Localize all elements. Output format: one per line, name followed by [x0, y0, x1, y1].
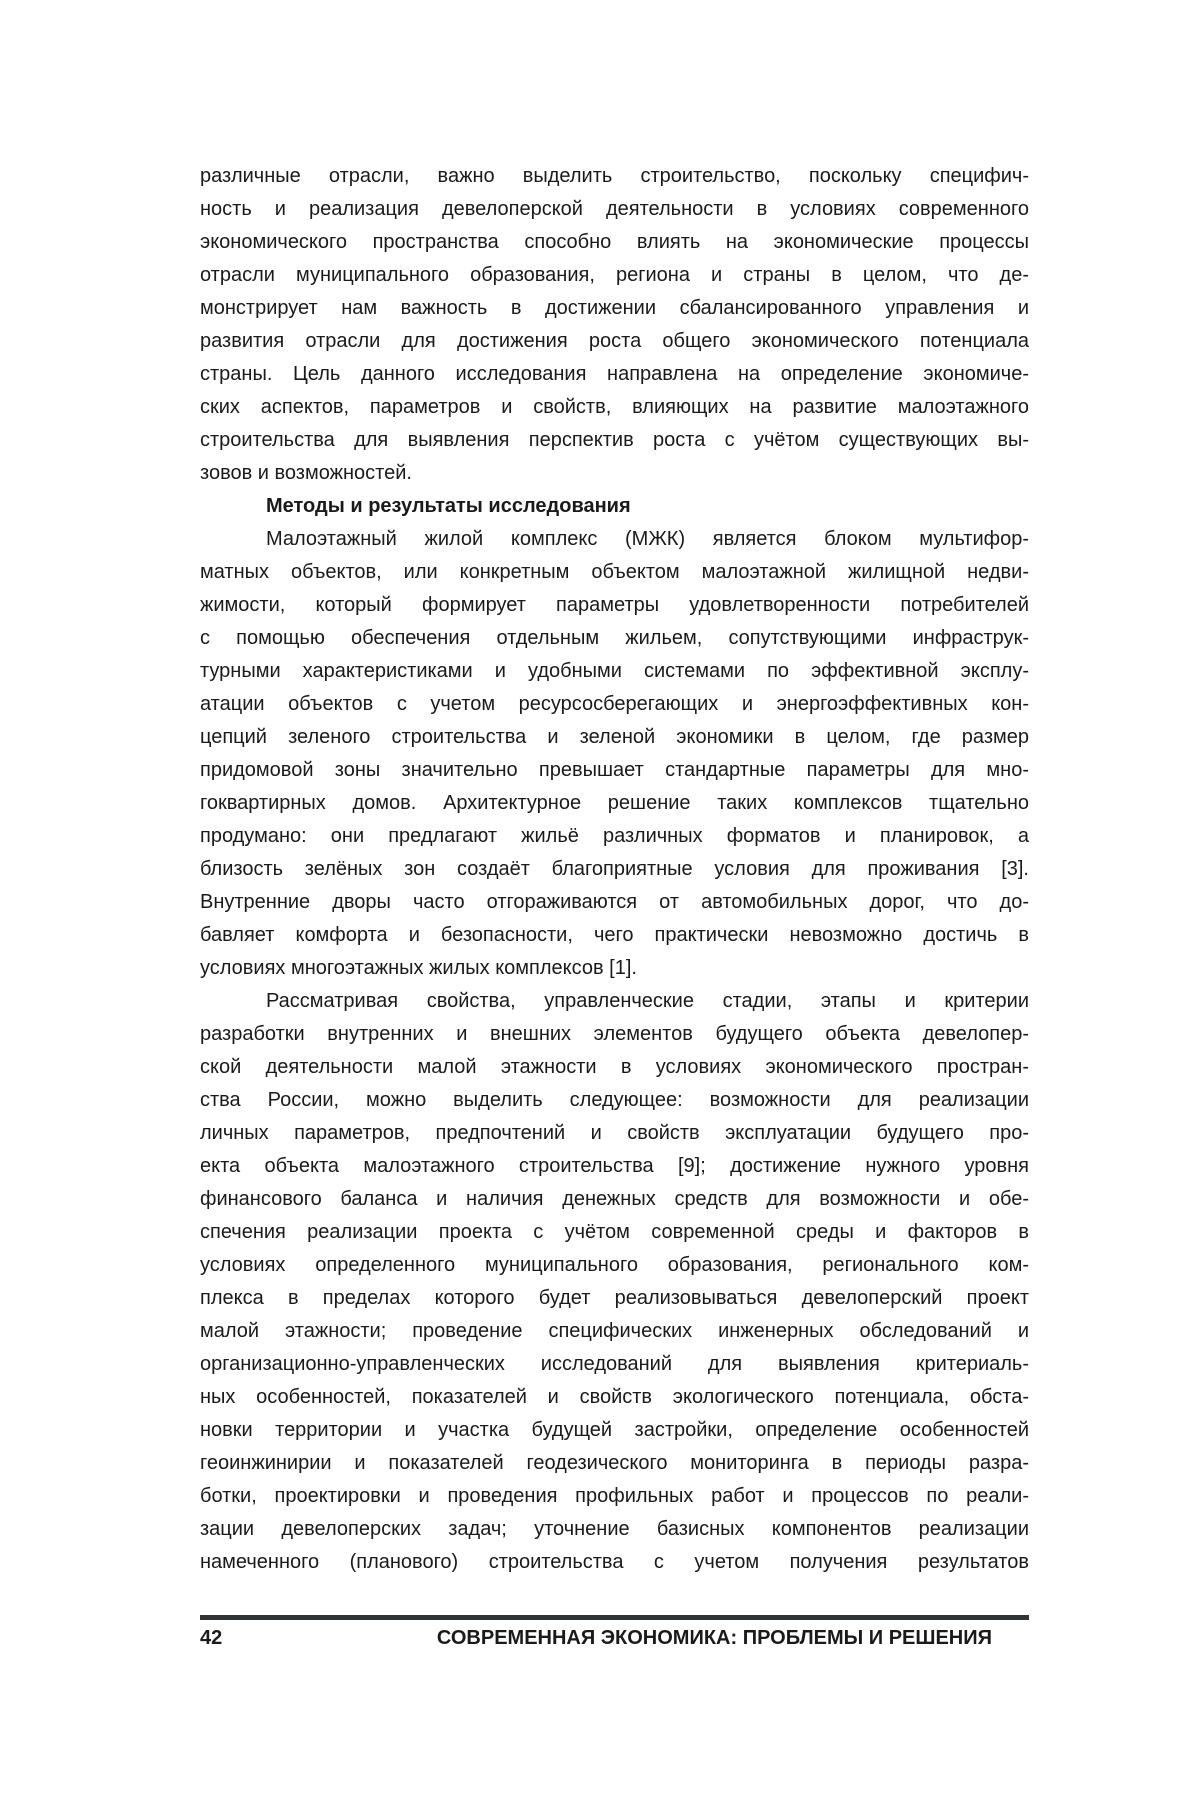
text-line: турными характеристиками и удобными системами по эффективной эксплу- — [200, 660, 1029, 682]
text-line: бавляет комфорта и безопасности, чего практически невозможно достичь в — [200, 924, 1029, 946]
paragraph — [200, 523, 1029, 985]
text-line: ность и реализация девелоперской деятельности в условиях современного — [200, 198, 1029, 220]
page-number: 42 — [200, 1627, 223, 1649]
text-line: придомовой зоны значительно превышает стандартные параметры для мно- — [200, 759, 1029, 781]
text-line: Малоэтажный жилой комплекс (МЖК) является блоком мультифор- — [266, 528, 1029, 550]
text-line: продумано: они предлагают жильё различных форматов и планировок, а — [200, 825, 1029, 847]
text-line: спечения реализации проекта с учётом современной среды и факторов в — [200, 1221, 1029, 1243]
text-line: отрасли муниципального образования, региона и страны в целом, что де- — [200, 264, 1029, 286]
text-line: ботки, проектировки и проведения профильных работ и процессов по реали- — [200, 1485, 1029, 1507]
text-line: разработки внутренних и внешних элементов будущего объекта девелопер- — [200, 1023, 1029, 1045]
text-line: ских аспектов, параметров и свойств, влияющих на развитие малоэтажного — [200, 396, 1029, 418]
text-line: строительства для выявления перспектив роста с учётом существующих вы- — [200, 429, 1029, 451]
footer-divider — [200, 1615, 1029, 1620]
text-line: близость зелёных зон создаёт благоприятные условия для проживания [3]. — [200, 858, 1029, 880]
text-line: монстрирует нам важность в достижении сбалансированного управления и — [200, 297, 1029, 319]
text-line: личных параметров, предпочтений и свойств эксплуатации будущего про- — [200, 1122, 1029, 1144]
text-line: атации объектов с учетом ресурсосберегающих и энергоэффективных кон- — [200, 693, 1029, 715]
text-line: малой этажности; проведение специфических инженерных обследований и — [200, 1320, 1029, 1342]
text-line: зовов и возможностей. — [200, 462, 412, 484]
article-body — [200, 160, 1029, 1579]
text-line: матных объектов, или конкретным объектом малоэтажной жилищной недви- — [200, 561, 1029, 583]
text-line: зации девелоперских задач; уточнение базисных компонентов реализации — [200, 1518, 1029, 1540]
text-line: цепций зеленого строительства и зеленой экономики в целом, где размер — [200, 726, 1029, 748]
paragraph — [200, 160, 1029, 490]
text-line: Методы и результаты исследования — [266, 495, 631, 517]
paragraph — [200, 985, 1029, 1579]
text-line: ных особенностей, показателей и свойств экологического потенциала, обста- — [200, 1386, 1029, 1408]
text-line: экономического пространства способно влиять на экономические процессы — [200, 231, 1029, 253]
text-line: намеченного (планового) строительства с учетом получения результатов — [200, 1551, 1029, 1573]
text-line: ской деятельности малой этажности в условиях экономического простран- — [200, 1056, 1029, 1078]
page-footer — [200, 1624, 1029, 1652]
text-line: ства России, можно выделить следующее: возможности для реализации — [200, 1089, 1029, 1111]
text-line: с помощью обеспечения отдельным жильем, сопутствующими инфраструк- — [200, 627, 1029, 649]
text-line: геоинжинирии и показателей геодезического мониторинга в периоды разра- — [200, 1452, 1029, 1474]
text-line: новки территории и участка будущей застройки, определение особенностей — [200, 1419, 1029, 1441]
text-line: страны. Цель данного исследования направлена на определение экономиче- — [200, 363, 1029, 385]
text-line: финансового баланса и наличия денежных средств для возможности и обе- — [200, 1188, 1029, 1210]
text-line: различные отрасли, важно выделить строительство, поскольку специфич- — [200, 165, 1029, 187]
text-line: плекса в пределах которого будет реализовываться девелоперский проект — [200, 1287, 1029, 1309]
journal-title: СОВРЕМЕННАЯ ЭКОНОМИКА: ПРОБЛЕМЫ И РЕШЕНИЯ — [436, 1627, 992, 1649]
text-line: екта объекта малоэтажного строительства [9]; достижение нужного уровня — [200, 1155, 1029, 1177]
section-heading — [200, 490, 1029, 523]
text-line: Внутренние дворы часто отгораживаются от автомобильных дорог, что до- — [200, 891, 1029, 913]
text-line: организационно-управленческих исследований для выявления критериаль- — [200, 1353, 1029, 1375]
text-line: гоквартирных домов. Архитектурное решение таких комплексов тщательно — [200, 792, 1029, 814]
text-line: условиях многоэтажных жилых комплексов [1]. — [200, 957, 637, 979]
text-line: жимости, который формирует параметры удовлетворенности потребителей — [200, 594, 1029, 616]
text-line: условиях определенного муниципального образования, регионального ком- — [200, 1254, 1029, 1276]
text-line: Рассматривая свойства, управленческие стадии, этапы и критерии — [266, 990, 1029, 1012]
text-line: развития отрасли для достижения роста общего экономического потенциала — [200, 330, 1029, 352]
